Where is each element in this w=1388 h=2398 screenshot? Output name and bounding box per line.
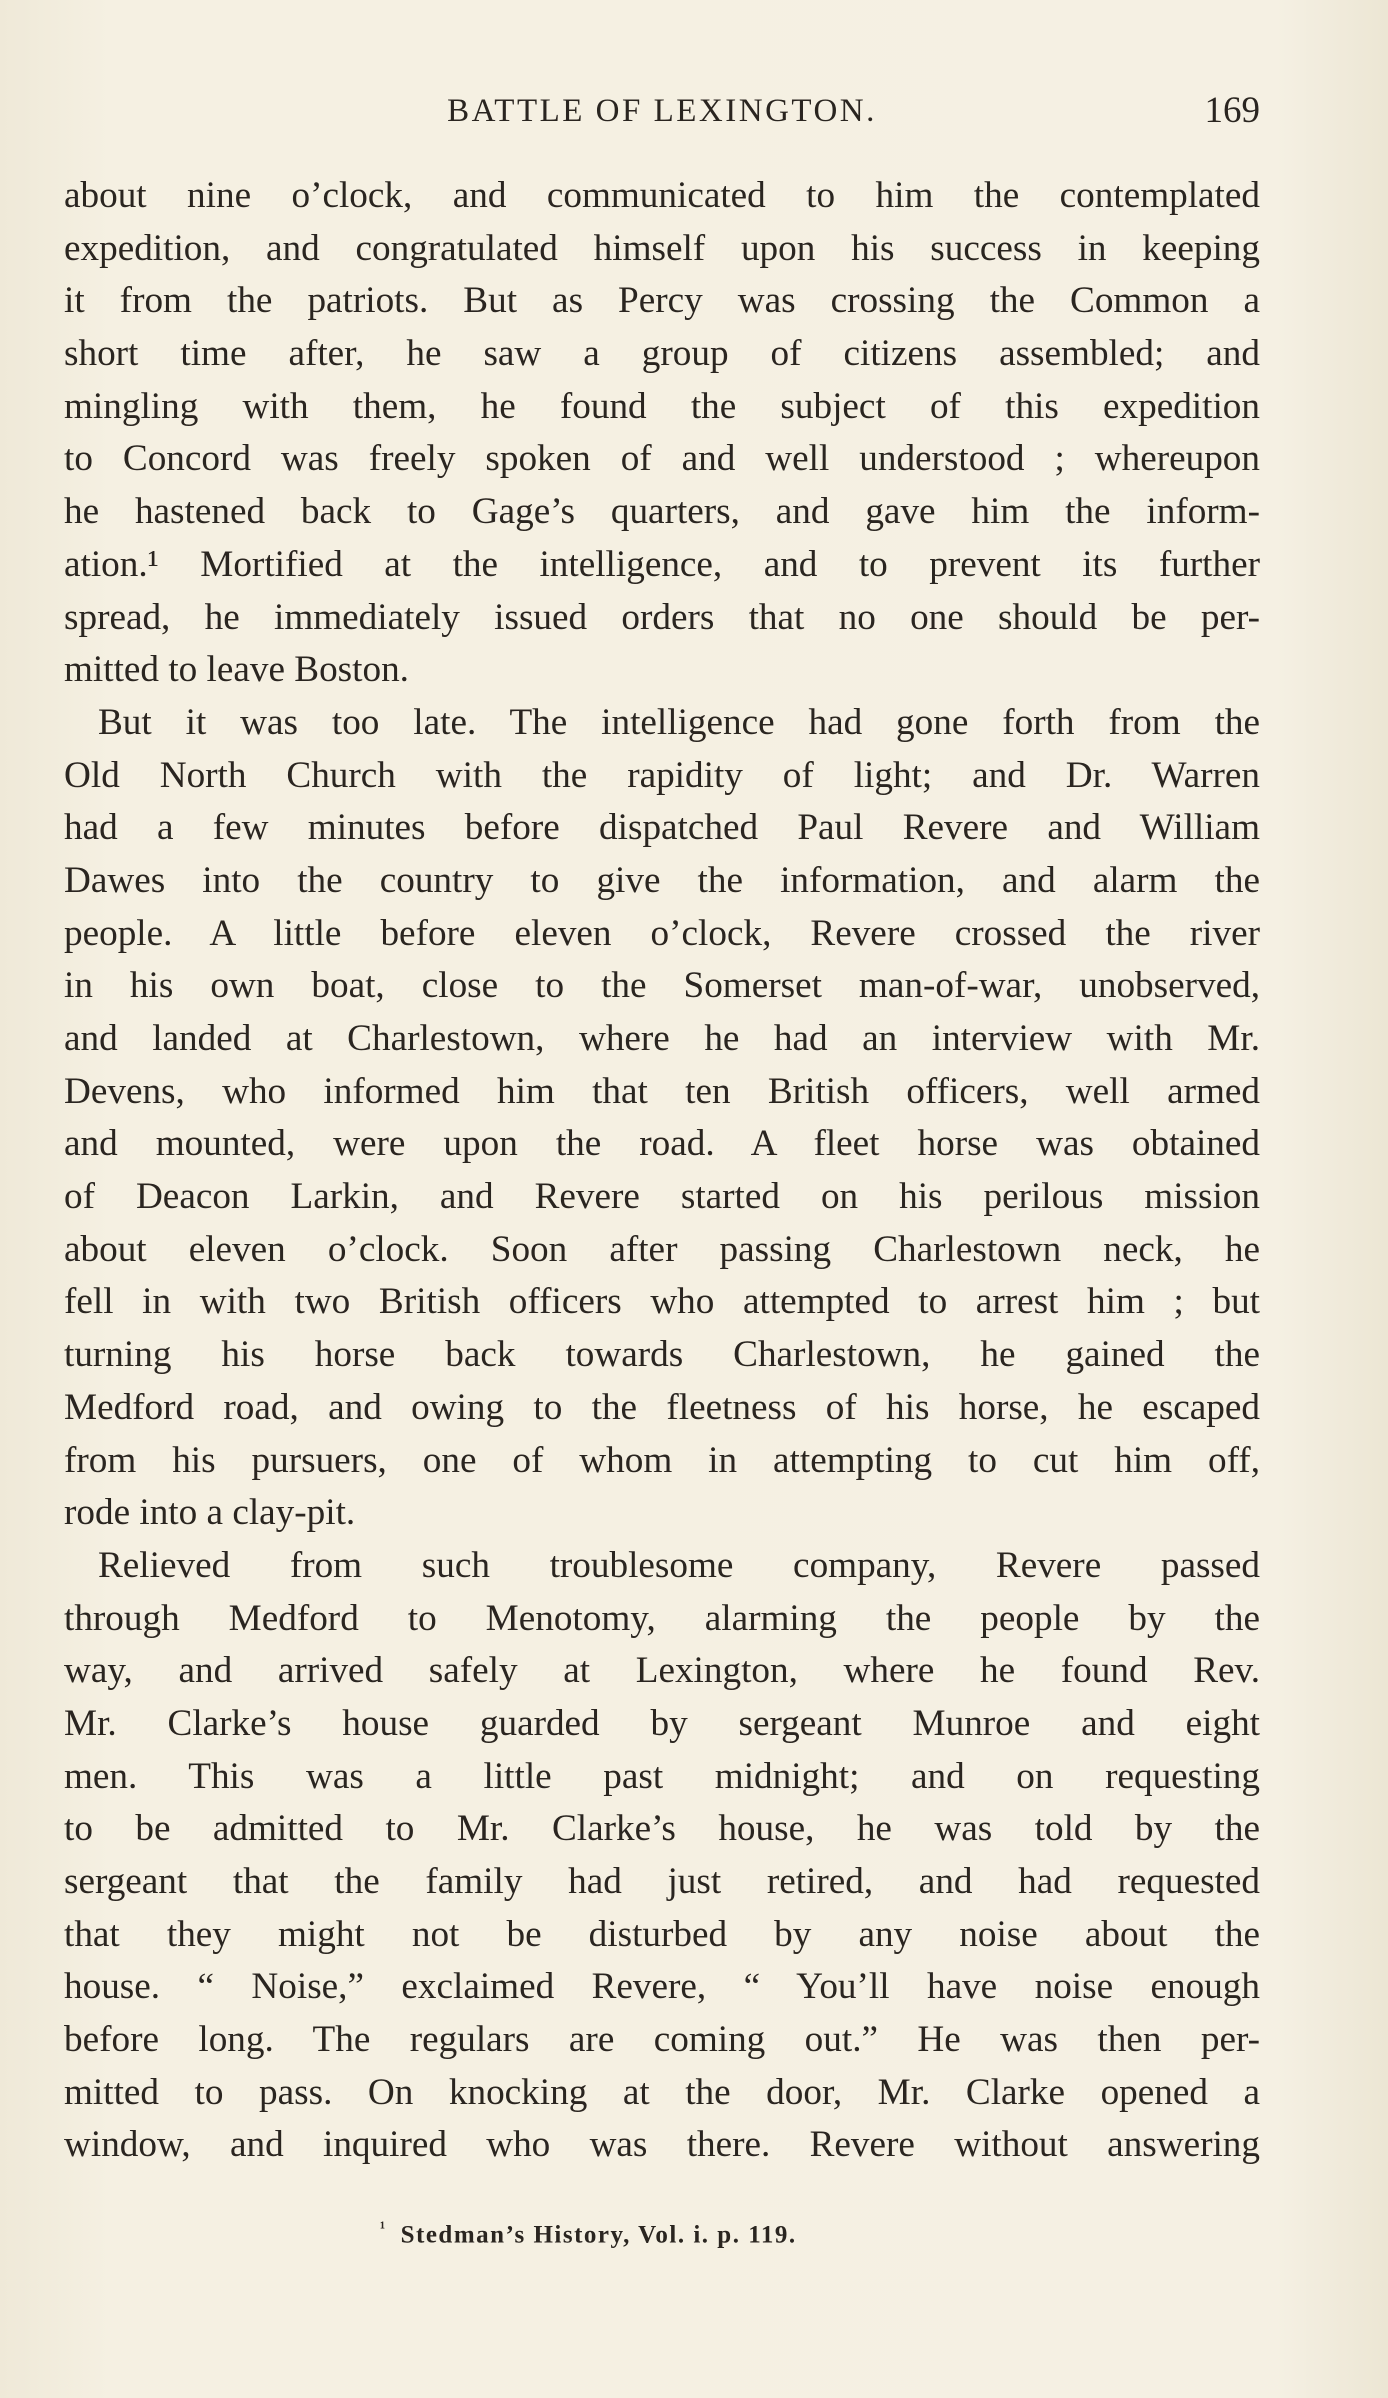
text-line: he hastened back to Gage’s quarters, and gave him the inform-: [64, 491, 1260, 533]
text-line: that they might not be disturbed by any noise about the: [64, 1913, 1260, 1955]
page-header: [64, 86, 1260, 136]
text-line: Mr. Clarke’s house guarded by sergeant Munroe and eight: [64, 1702, 1260, 1744]
text-line: house. “ Noise,” exclaimed Revere, “ You’ll have noise enough: [64, 1966, 1260, 2008]
text-line: Devens, who informed him that ten British officers, well armed: [64, 1070, 1260, 1112]
text-line: Old North Church with the rapidity of light; and Dr. Warren: [64, 754, 1260, 796]
text-line: it from the patriots. But as Percy was crossing the Common a: [64, 280, 1260, 322]
text-line: But it was too late. The intelligence had gone forth from the: [98, 701, 1260, 743]
text-line: sergeant that the family had just retired, and had requested: [64, 1861, 1260, 1902]
text-line: mitted to pass. On knocking at the door, Mr. Clarke opened a: [64, 2071, 1260, 2113]
text-line: Relieved from such troublesome company, Revere passed: [98, 1544, 1260, 1586]
footnote-text: Stedman’s History, Vol. i. p. 119.: [400, 2221, 797, 2249]
text-line: fell in with two British officers who attempted to arrest him ; but: [64, 1281, 1260, 1323]
body-text: [64, 170, 1260, 2172]
footnote: [380, 2218, 797, 2249]
text-line: window, and inquired who was there. Revere without answering: [64, 2124, 1260, 2166]
text-line: in his own boat, close to the Somerset man-of-war, unobserved,: [64, 965, 1260, 1007]
text-line: short time after, he saw a group of citizens assembled; and: [64, 333, 1260, 375]
text-line: to be admitted to Mr. Clarke’s house, he was told by the: [64, 1808, 1260, 1850]
text-line: mingling with them, he found the subject of this expedition: [64, 385, 1260, 427]
text-line: to Concord was freely spoken of and well understood ; whereupon: [64, 438, 1260, 480]
text-line: spread, he immediately issued orders that no one should be per-: [64, 596, 1260, 638]
footnote-marker: ¹: [380, 2218, 387, 2237]
text-line: had a few minutes before dispatched Paul Revere and William: [64, 807, 1260, 849]
text-line: mitted to leave Boston.: [64, 649, 409, 691]
text-line: ation.¹ Mortified at the intelligence, and to prevent its further: [64, 543, 1260, 585]
text-line: Dawes into the country to give the information, and alarm the: [64, 859, 1260, 901]
text-line: from his pursuers, one of whom in attempting to cut him off,: [64, 1439, 1260, 1481]
text-line: Medford road, and owing to the fleetness of his horse, he escaped: [64, 1386, 1260, 1428]
text-line: rode into a clay-pit.: [64, 1492, 356, 1534]
text-line: expedition, and congratulated himself upon his success in keeping: [64, 227, 1260, 269]
text-line: men. This was a little past midnight; and on requesting: [64, 1755, 1260, 1797]
text-line: people. A little before eleven o’clock, Revere crossed the river: [64, 912, 1260, 954]
text-line: and landed at Charlestown, where he had an interview with Mr.: [64, 1018, 1260, 1059]
text-line: through Medford to Menotomy, alarming the people by the: [64, 1597, 1260, 1639]
text-line: about eleven o’clock. Soon after passing Charlestown neck, he: [64, 1228, 1260, 1270]
text-line: about nine o’clock, and communicated to him the contemplated: [64, 175, 1260, 216]
text-line: turning his horse back towards Charlestown, he gained the: [64, 1334, 1260, 1376]
text-line: way, and arrived safely at Lexington, where he found Rev.: [64, 1650, 1260, 1692]
page-number: 169: [1204, 90, 1260, 131]
text-line: of Deacon Larkin, and Revere started on his perilous mission: [64, 1176, 1260, 1218]
text-line: before long. The regulars are coming out.” He was then per-: [64, 2019, 1260, 2061]
text-line: and mounted, were upon the road. A fleet horse was obtained: [64, 1123, 1260, 1165]
running-title: BATTLE OF LEXINGTON.: [447, 93, 877, 129]
